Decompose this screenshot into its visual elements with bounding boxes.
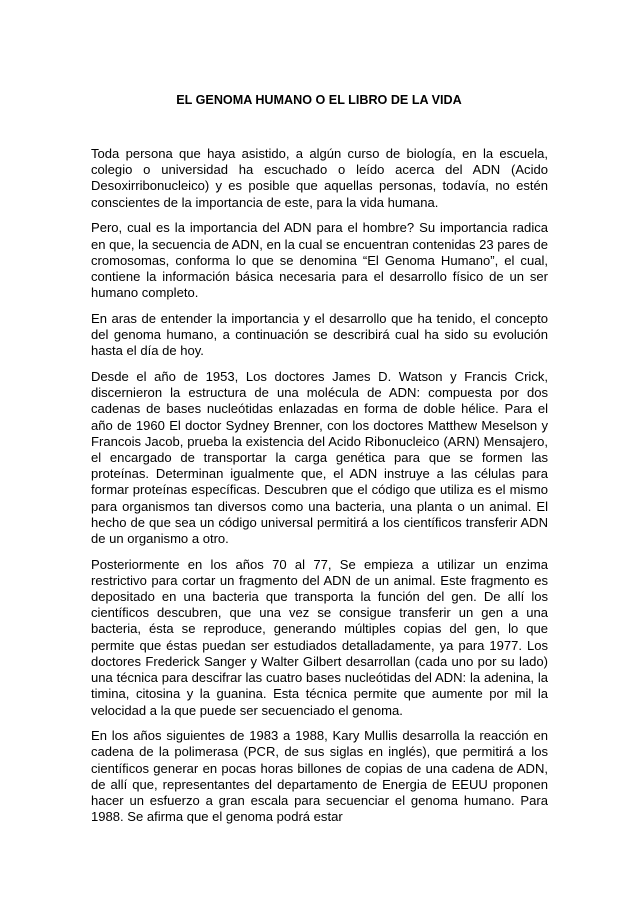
paragraph: Toda persona que haya asistido, a algún curso de biología, en la escuela, colegio o universidad ha escuchado o leído acerca del ADN (Acido Desoxirribonucleico) y es posible que aquellas personas, todavía, no estén conscientes de la importancia de este, para la vida humana. [91,146,548,210]
document-title: EL GENOMA HUMANO O EL LIBRO DE LA VIDA [176,93,462,107]
document-body [91,146,548,835]
paragraph: En los años siguientes de 1983 a 1988, Kary Mullis desarrolla la reacción en cadena de la polimerasa (PCR, de sus siglas en inglés), que permitirá a los científicos generar en pocas horas billones de copias de una cadena de ADN, de allí que, representantes del departamento de Energia de EEUU proponen hacer un esfuerzo a gran escala para secuenciar el genoma humano. Para 1988. Se afirma que el genoma podrá estar [91,728,548,825]
paragraph: Pero, cual es la importancia del ADN para el hombre? Su importancia radica en que, la secuencia de ADN, en la cual se encuentran contenidas 23 pares de cromosomas, conforma lo que se denomina “El Genoma Humano”, el cual, contiene la información básica necesaria para el desarrollo físico de un ser humano completo. [91,220,548,301]
paragraph: Desde el año de 1953, Los doctores James D. Watson y Francis Crick, discernieron la estructura de una molécula de ADN: compuesta por dos cadenas de bases nucleótidas enlazadas en forma de doble hélice. Para el año de 1960 El doctor Sydney Brenner, con los doctores Matthew Meselson y Francois Jacob, prueba la existencia del Acido Ribonucleico (ARN) Mensajero, el encargado de transportar la carga genética para que se formen las proteínas. Determinan igualmente que, el ADN instruye a las células para formar proteínas específicas. Descubren que el código que utiliza es el mismo para organismos tan diversos como una bacteria, una planta o un animal. El hecho de que sea un código universal permitirá a los científicos transferir ADN de un organismo a otro. [91,368,548,546]
paragraph: En aras de entender la importancia y el desarrollo que ha tenido, el concepto del genoma humano, a continuación se describirá cual ha sido su evolución hasta el día de hoy. [91,310,548,359]
paragraph: Posteriormente en los años 70 al 77, Se empieza a utilizar un enzima restrictivo para cortar un fragmento del ADN de un animal. Este fragmento es depositado en una bacteria que transporta la función del gen. De allí los científicos descubren, que una vez se consigue transferir un gen a una bacteria, ésta se reproduce, generando múltiples copias del gen, lo que permite que éstas puedan ser estudiados detalladamente, ya para 1977. Los doctores Frederick Sanger y Walter Gilbert desarrollan (cada uno por su lado) una técnica para descifrar las cuatro bases nucleótidas del ADN: la adenina, la timina, citosina y la guanina. Esta técnica permite que aumente por mil la velocidad a la que puede ser secuenciado el genoma. [91,556,548,718]
